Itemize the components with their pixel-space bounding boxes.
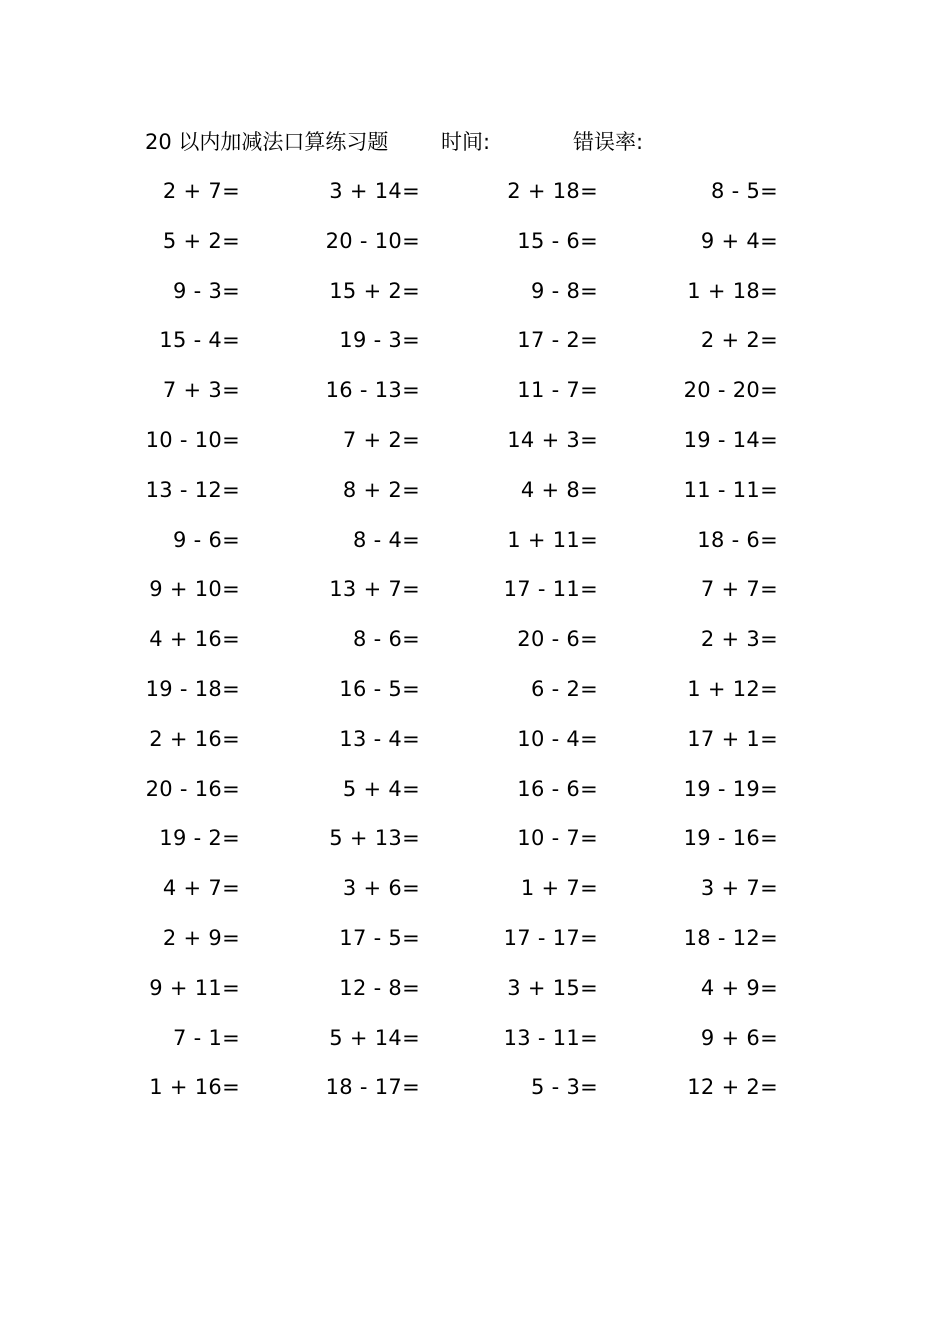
math-problem: 16 - 6=: [517, 776, 598, 801]
math-problem: 9 + 10=: [149, 577, 240, 602]
error-rate-label: 错误率:: [573, 130, 644, 154]
math-problem: 9 - 6=: [172, 527, 240, 552]
math-problem: 13 - 12=: [145, 477, 240, 502]
worksheet-header: [145, 126, 845, 158]
math-problem: 11 - 11=: [683, 477, 778, 502]
math-problem: 17 + 1=: [687, 726, 778, 751]
problem-row: [0, 423, 950, 473]
math-problem: 9 + 4=: [700, 228, 778, 253]
math-problem: 15 + 2=: [329, 278, 420, 303]
math-problem: 19 - 14=: [683, 427, 778, 452]
math-problem: 2 + 7=: [162, 179, 240, 203]
math-problem: 8 - 6=: [352, 627, 420, 652]
math-problem: 18 - 12=: [683, 925, 778, 950]
math-problem: 1 + 16=: [149, 1075, 240, 1100]
math-problem: 1 + 12=: [687, 676, 778, 701]
problem-row: [0, 672, 950, 722]
math-problem: 19 - 2=: [159, 826, 240, 851]
math-problem: 20 - 10=: [325, 228, 420, 253]
problem-row: [0, 871, 950, 921]
math-problem: 9 - 3=: [172, 278, 240, 303]
math-problem: 5 + 2=: [162, 228, 240, 253]
problem-row: [0, 323, 950, 373]
math-problem: 20 - 20=: [683, 378, 778, 403]
math-problem: 5 + 14=: [329, 1025, 420, 1050]
worksheet-title: 20 以内加减法口算练习题: [145, 130, 389, 154]
math-problem: 8 - 5=: [710, 179, 778, 203]
math-problem: 12 + 2=: [687, 1075, 778, 1100]
math-problem: 9 - 8=: [530, 278, 598, 303]
math-problem: 18 - 6=: [697, 527, 778, 552]
math-problem: 19 - 3=: [339, 328, 420, 353]
math-problem: 2 + 16=: [149, 726, 240, 751]
math-problem: 4 + 8=: [520, 477, 598, 502]
math-problem: 17 - 11=: [503, 577, 598, 602]
math-problem: 2 + 3=: [700, 627, 778, 652]
math-problem: 4 + 9=: [700, 975, 778, 1000]
math-problem: 1 + 7=: [520, 876, 598, 901]
math-problem: 4 + 16=: [149, 627, 240, 652]
math-problem: 5 - 3=: [530, 1075, 598, 1100]
math-problem: 15 - 6=: [517, 228, 598, 253]
math-problem: 13 + 7=: [329, 577, 420, 602]
math-problem: 20 - 6=: [517, 627, 598, 652]
math-problem: 1 + 11=: [507, 527, 598, 552]
math-problem: 17 - 17=: [503, 925, 598, 950]
math-problem: 20 - 16=: [145, 776, 240, 801]
problem-row: [0, 971, 950, 1021]
math-problem: 9 + 6=: [700, 1025, 778, 1050]
problem-grid: [0, 174, 950, 1120]
math-problem: 3 + 14=: [329, 179, 420, 203]
problem-row: [0, 274, 950, 324]
math-problem: 5 + 13=: [329, 826, 420, 851]
problem-row: [0, 1021, 950, 1071]
math-problem: 7 + 3=: [162, 378, 240, 403]
problem-row: [0, 622, 950, 672]
math-problem: 19 - 19=: [683, 776, 778, 801]
problem-row: [0, 523, 950, 573]
math-problem: 2 + 18=: [507, 179, 598, 203]
problem-row: [0, 772, 950, 822]
math-problem: 17 - 2=: [517, 328, 598, 353]
math-problem: 13 - 4=: [339, 726, 420, 751]
math-problem: 17 - 5=: [339, 925, 420, 950]
math-problem: 19 - 16=: [683, 826, 778, 851]
math-problem: 19 - 18=: [145, 676, 240, 701]
math-problem: 16 - 13=: [325, 378, 420, 403]
math-problem: 3 + 6=: [342, 876, 420, 901]
problem-row: [0, 174, 950, 224]
problem-row: [0, 572, 950, 622]
math-problem: 11 - 7=: [517, 378, 598, 403]
math-problem: 4 + 7=: [162, 876, 240, 901]
math-problem: 7 + 2=: [342, 427, 420, 452]
math-problem: 1 + 18=: [687, 278, 778, 303]
time-label: 时间:: [441, 130, 491, 154]
math-problem: 12 - 8=: [339, 975, 420, 1000]
math-problem: 18 - 17=: [325, 1075, 420, 1100]
math-problem: 13 - 11=: [503, 1025, 598, 1050]
math-problem: 15 - 4=: [159, 328, 240, 353]
problem-row: [0, 373, 950, 423]
problem-row: [0, 821, 950, 871]
math-problem: 16 - 5=: [339, 676, 420, 701]
math-problem: 6 - 2=: [530, 676, 598, 701]
problem-row: [0, 224, 950, 274]
math-problem: 14 + 3=: [507, 427, 598, 452]
math-problem: 7 + 7=: [700, 577, 778, 602]
math-problem: 3 + 15=: [507, 975, 598, 1000]
math-problem: 8 + 2=: [342, 477, 420, 502]
math-problem: 10 - 7=: [517, 826, 598, 851]
problem-row: [0, 473, 950, 523]
math-problem: 10 - 4=: [517, 726, 598, 751]
math-problem: 10 - 10=: [145, 427, 240, 452]
math-problem: 8 - 4=: [352, 527, 420, 552]
math-problem: 2 + 2=: [700, 328, 778, 353]
math-problem: 9 + 11=: [149, 975, 240, 1000]
problem-row: [0, 722, 950, 772]
problem-row: [0, 1070, 950, 1120]
math-problem: 5 + 4=: [342, 776, 420, 801]
math-problem: 2 + 9=: [162, 925, 240, 950]
problem-row: [0, 921, 950, 971]
math-problem: 7 - 1=: [172, 1025, 240, 1050]
math-problem: 3 + 7=: [700, 876, 778, 901]
